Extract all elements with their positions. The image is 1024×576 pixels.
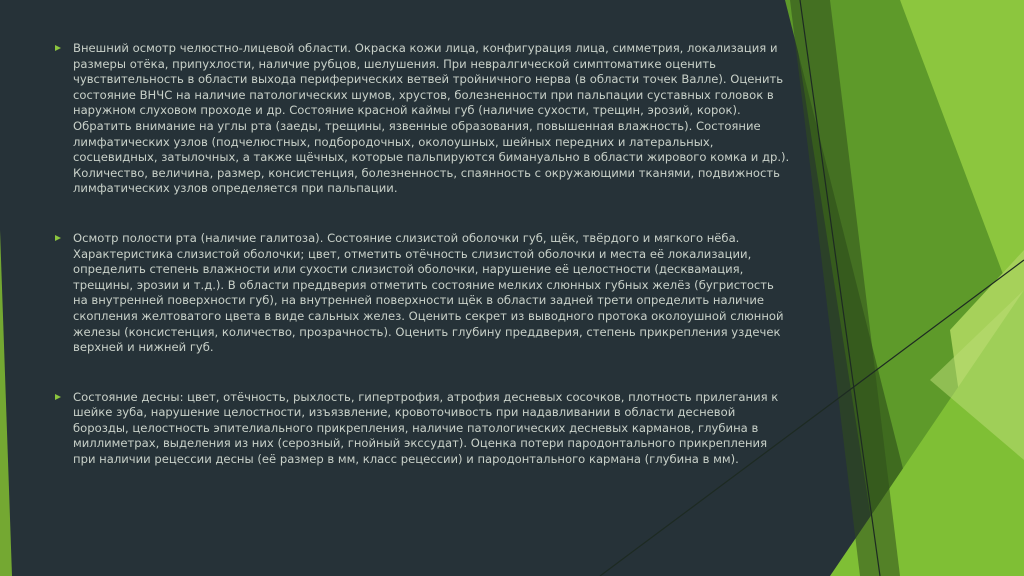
bullet-text: Внешний осмотр челюстно-лицевой области. Окраска кожи лица, конфигурация лица, симметрия, локализация и размеры отёка, припухлости, наличие рубцов, шелушения. При невралгической симптоматике оценить чувствительность в области выхода периферических ветвей тройничного нерва (в области точек Валле). Оценить состояние ВНЧС на наличие патологических шумов, хрустов, болезненности при пальпации суставных головок в наружном слуховом проходе и др. Состояние красной каймы губ (наличие сухости, трещин, эрозий, корок). Обратить внимание на углы рта (заеды, трещины, язвенные образования, повышенная влажность). Состояние лимфатических узлов (подчелюстных, подбородочных, околоушных, шейных передних и латеральных, сосцевидных, затылочных, а также щёчных, которые пальпируются бимануально в области жирового комка и др.). Количество, величина, размер, консистенция, болезненность, спаянность с окружающими тканями, подвижность лимфатических узлов определяется при пальпации.: [73, 41, 790, 196]
triangle-right-icon: [55, 235, 61, 241]
bullet-text: Состояние десны: цвет, отёчность, рыхлость, гипертрофия, атрофия десневых сосочков, плотность прилегания к шейке зуба, нарушение целостности, изъязвление, кровоточивость при надавливании в области десневой борозды, целостность эпителиального прикрепления, наличие патологических десневых карманов, глубина в миллиметрах, выделения из них (серозный, гнойный экссудат). Оценка потери пародонтального прикрепления при наличии рецессии десны (её размер в мм, класс рецессии) и пародонтального кармана (глубина в мм).: [73, 389, 779, 467]
triangle-right-icon: [55, 394, 61, 400]
bullet-item: [55, 231, 790, 356]
left-green-facet: [0, 230, 12, 576]
bullet-item: [55, 390, 790, 468]
triangle-right-icon: [55, 45, 61, 51]
bullet-item: [55, 41, 790, 197]
bullet-list: [55, 41, 790, 468]
bullet-text: Осмотр полости рта (наличие галитоза). Состояние слизистой оболочки губ, щёк, твёрдого и мягкого нёба. Характеристика слизистой оболочки; цвет, отметить отёчность слизистой оболочки и места её локализации, определить степень влажности или сухости слизистой оболочки, нарушение её целостности (десквамация, трещины, эрозии и т.д.). В области преддверия отметить состояние мелких слюнных губных желёз (бугристость на внутренней поверхности губ), на внутренней поверхности щёк в области задней трети определить наличие скопления желтоватого цвета в виде сальных желез. Оценить секрет из выводного протока околоушной слюнной железы (консистенция, количество, прозрачность). Оценить глубину преддверия, степень прикрепления уздечек верхней и нижней губ.: [73, 230, 784, 355]
